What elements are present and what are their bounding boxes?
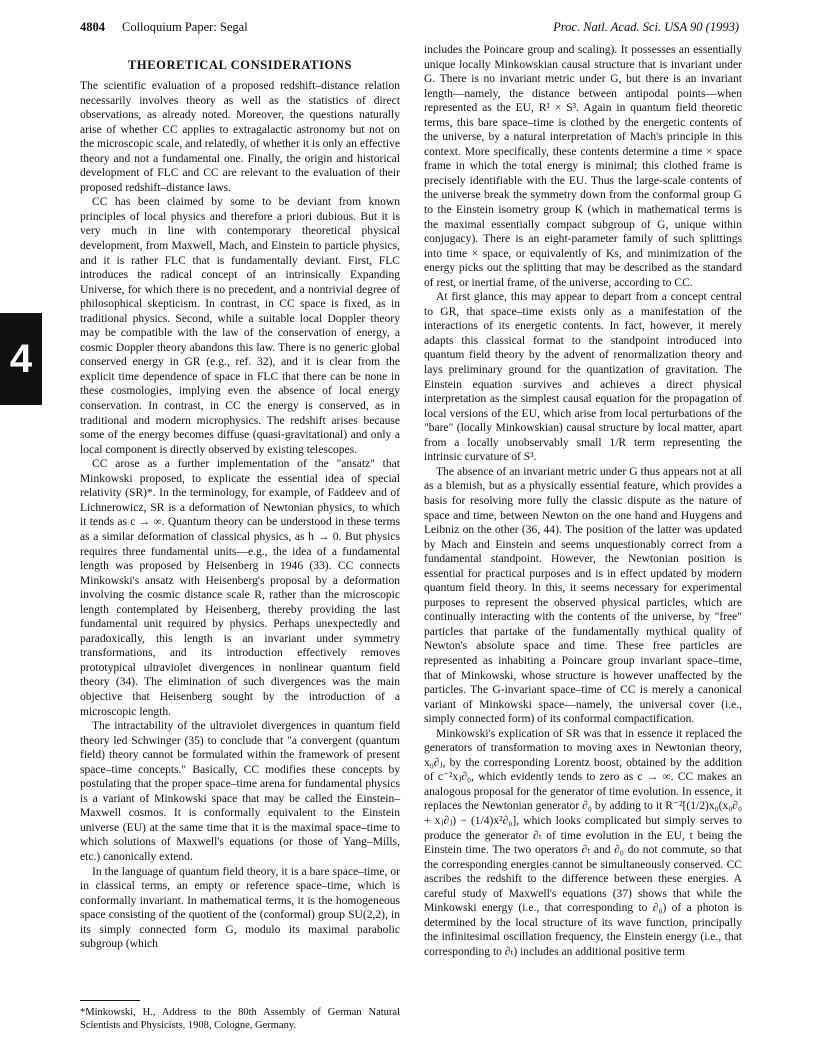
section-title: Colloquium Paper: Segal xyxy=(122,20,248,34)
paragraph: CC has been claimed by some to be deviant from known principles of local physics and therefore a priori dubious. But it is very much in line with contemporary theoretical physical development, from Maxwell, Mach, and Einstein to particle physics, and it is rather FLC that is fundamentally deviant. First, FLC introduces the radical concept of an intrinsically Expanding Universe, for which there is no precedent, and a nontrivial degree of philosophical skepticism. In contrast, in CC space is fixed, as in traditional physics. Second, while a suitable local Doppler theory may be compatible with the law of the conservation of energy, a cosmic Doppler theory abandons this law. There is no generic global conserved energy in GR (e.g., ref. 32), and it is clear from the explicit time dependence of space in FLC that there can be none in these cosmologies, implying even the absence of local energy conservation. In contrast, in CC the energy is conserved, as in traditional and modern microphysics. The redshift arises because some of the energy becomes diffuse (quasi-gravitational) and only a local component is directly observed by existing telescopes. xyxy=(80,196,400,456)
right-column xyxy=(424,43,742,959)
paragraph: The intractability of the ultraviolet divergences in quantum field theory led Schwinger (35) to conclude that "a convergent (quantum field) theory cannot be formulated within the framework of present space–time concepts." Basically, CC modifies these concepts by postulating that the proper space–time arena for fundamental physics is a variant of Minkowski space that may be called the Einstein–Maxwell cosmos. It is conformally equivalent to the Einstein universe (EU) at the same time that it is the maximal space–time to which solutions of Maxwell's equations (or those of Yang–Mills, etc.) canonically extend. xyxy=(80,720,400,863)
paragraph: Minkowski's explication of SR was that in essence it replaced the generators of transformation to moving axes in Newtonian theory, x₀∂ⱼ, by the corresponding Lorentz boost, obtained by the addition of c⁻²xⱼ∂₀, which evidently tends to zero as c → ∞. CC makes an analogous proposal for the generator of time evolution. In essence, it replaces the Newtonian generator ∂₀ by adding to it R⁻²[(1/2)x₀(x₀∂₀ + xⱼ∂ⱼ) − (1/4)x²∂₀], which looks complicated but simply serves to produce the generator ∂ₜ of time evolution in the EU, t being the Einstein time. The two operators ∂ₜ and ∂₀ do not commute, so that the corresponding energies cannot be simultaneously conserved. CC ascribes the redshift to the difference between these energies. A careful study of Maxwell's equations (37) shows that while the Minkowski energy (i.e., that corresponding to ∂₀) of a photon is determined by the local structure of its wave function, principally the infinitesimal oscillation frequency, the Einstein energy (i.e., that corresponding to ∂ₜ) includes an additional positive term xyxy=(424,727,742,958)
paragraph: The scientific evaluation of a proposed redshift–distance relation necessarily involves theory as well as the statistics of direct observations, as already noted. Moreover, the questions naturally arise of whether CC applies to extragalactic astronomy but not on the microscopic scale, and relatedly, of whether it is only an effective theory and not a fundamental one. Finally, the origin and historical development of FLC and CC are relevant to the evaluation of their proposed redshift–distance laws. xyxy=(80,80,400,194)
paragraph: includes the Poincare group and scaling). It possesses an essentially unique locally Minkowskian causal structure that is invariant under G. There is no invariant metric under G, but there is an invariant length—namely, the distance between antipodal points—when represented as the EU, R¹ × S³. Again in quantum field theoretic terms, this bare space–time is clothed by the energetic contents of the universe, by a natural interpretation of Mach's principle in this context. More specifically, these contents determine a time × space frame in which the total energy is minimal; this clothed frame is precisely identifiable with the EU. Thus the large-scale contents of the universe break the symmetry down from the conformal group G to the Einstein isometry group K (which in mathematical terms is the maximal essentially compact subgroup of G, unique within conjugacy). There is an eight-parameter family of such splittings into time × space, or equivalently of Ks, and minimization of the energy picks out the splitting that may be described as the standard of rest, or inertial frame, of the universe, according to CC. xyxy=(424,44,742,289)
footnote-rule xyxy=(80,1000,140,1001)
paragraph: CC arose as a further implementation of the "ansatz" that Minkowski proposed, to explicate the essential idea of special relativity (SR)*. In the terminology, for example, of Faddeev and of Lichnerowicz, SR is a deformation of Newtonian physics, to which it tends as c → ∞. Quantum theory can be understood in these terms as a similar deformation of classical physics, as h → 0. But physics requires three fundamental units—e.g., the idea of a fundamental length was proposed by Heisenberg in 1946 (33). CC connects Minkowski's ansatz with Heisenberg's proposal by a deformation involving the cosmic distance scale R, rather than the microscopic length contemplated by Heisenberg, thereby providing the last fundamental unit required by physics. Perhaps unexpectedly and paradoxically, this length is an invariant under symmetry transformations, and its introduction effectively removes prototypical ultraviolet divergences in nonlinear quantum field theory (34). The elimination of such divergences was the main objective that Heisenberg sought by the introduction of a microscopic length. xyxy=(80,458,400,718)
section-heading: THEORETICAL CONSIDERATIONS xyxy=(127,58,353,72)
section-tab: 4 xyxy=(0,313,42,405)
paragraph: In the language of quantum field theory, it is a bare space–time, or in classical terms, an empty or reference space–time, which is conformally invariant. In mathematical terms, it is the homogeneous space consisting of the quotient of the (conformal) group SU(2,2), in its simply connected form G, modulo its maximal parabolic subgroup (which xyxy=(80,865,400,951)
footnote: *Minkowski, H., Address to the 80th Assembly of German Natural Scientists and Physicists, 1908, Cologne, Germany. xyxy=(80,1007,400,1031)
paragraph: At first glance, this may appear to depart from a concept central to GR, that space–time exists only as a manifestation of the interactions of its energetic contents. In fact, however, it merely adapts this classical format to the standpoint introduced into quantum field theory by the advent of renormalization theory and lays preliminary ground for the quantization of gravitation. The Einstein equation survives and achieves a direct physical interpretation as the simplest causal equation for the propagation of local versions of the EU, which arise from local perturbations of the "bare" (locally Minkowskian) causal structure by local matter, apart from a locally unobservably small 1/R term representing the intrinsic curvature of S³. xyxy=(424,291,742,464)
journal-citation: Proc. Natl. Acad. Sci. USA 90 (1993) xyxy=(553,20,739,34)
paragraph: The absence of an invariant metric under G thus appears not at all as a blemish, but as a physically essential feature, which provides a basis for resolving more fully the classic dispute as the nature of space and time, between Newton on the one hand and Huygens and Leibniz on the other (36, 44). The position of the latter was updated by Mach and Einstein and seems unquestionably correct from a fundamental standpoint. However, the Newtonian position is essential for practical purposes and is in effect updated by modern quantum field theory. In this, it seems necessary for experimental purposes to represent the observed physical particles, which are continually interacting with the contents of the universe, by "free" particles that partake of the fundamentally mythical quality of Newton's absolute space and time. These free particles are represented as inhabiting a Poincare group invariant space–time, that of Minkowski, whose structure is however unaffected by the particles. The G-invariant space–time of CC is merely a canonical variant of Minkowski space—namely, the universal cover (i.e., simply connected form) of its conformal compactification. xyxy=(424,465,742,726)
running-header xyxy=(80,20,739,38)
left-column xyxy=(80,57,400,952)
page-number: 4804 xyxy=(80,20,105,34)
